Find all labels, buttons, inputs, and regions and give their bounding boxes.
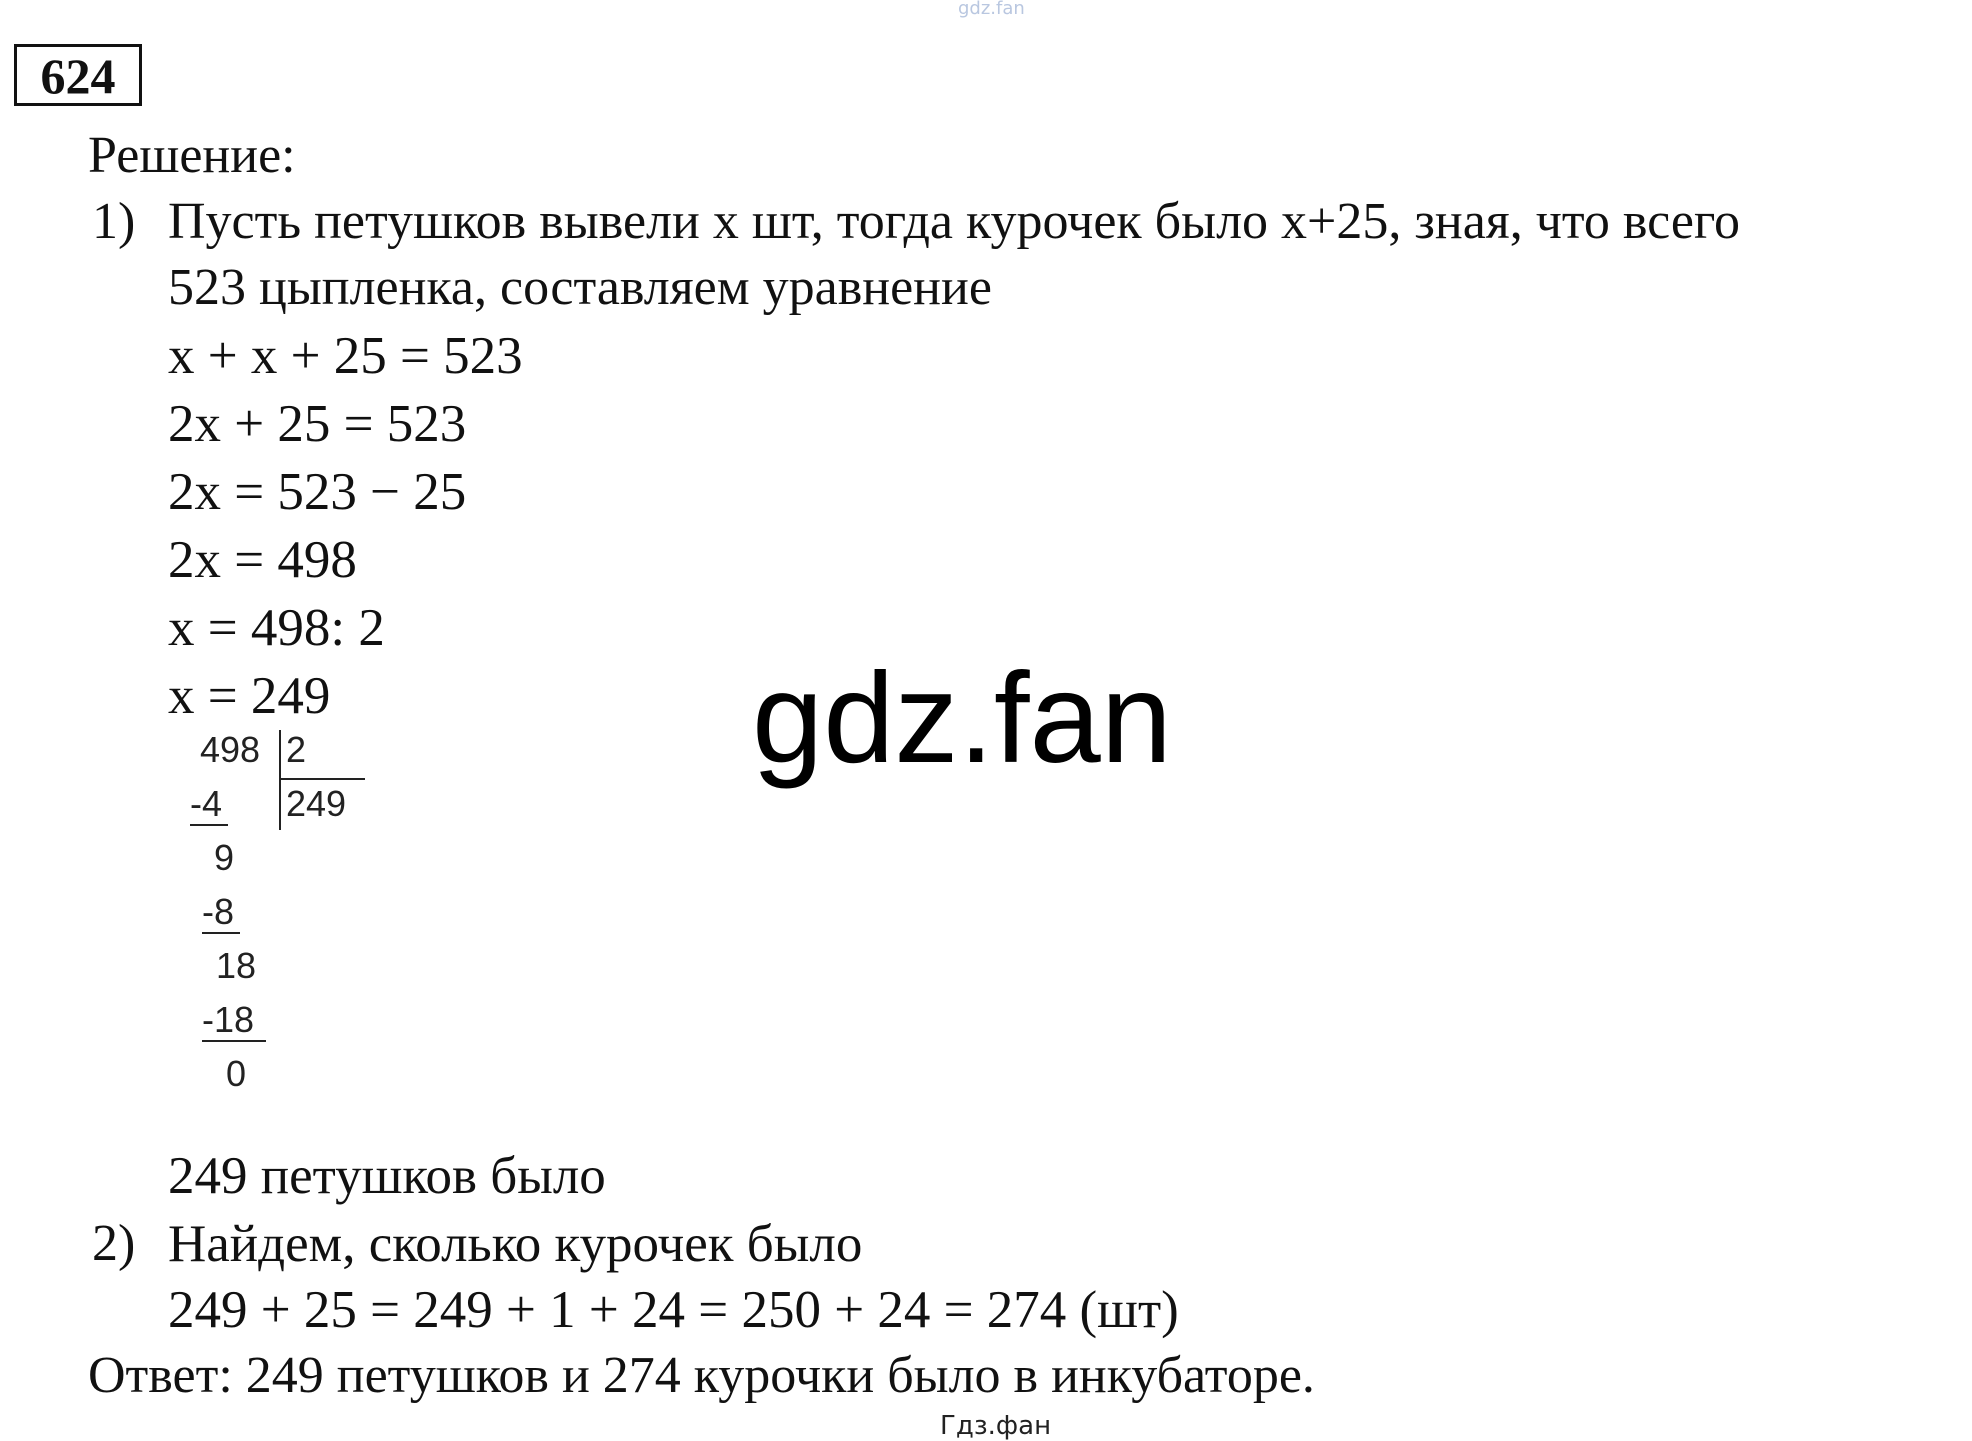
step2-line1: Найдем, сколько курочек было <box>168 1215 863 1273</box>
division-step: -4 <box>190 783 223 824</box>
step2-number: 2) <box>92 1215 136 1272</box>
solution-header: Решение: <box>88 127 296 184</box>
step1-result: 249 петушков было <box>168 1147 606 1205</box>
equation-3: 2x = 523 − 25 <box>168 463 467 521</box>
answer: Ответ: 249 петушков и 274 курочки было в инкубаторе. <box>88 1347 1315 1404</box>
division-quotient: 249 <box>286 783 347 824</box>
equation-2: 2x + 25 = 523 <box>168 395 467 453</box>
equation-4: 2x = 498 <box>168 531 357 589</box>
division-step: -18 <box>202 999 255 1040</box>
division-step: 9 <box>214 837 235 878</box>
watermark-top: gdz.fan <box>958 0 1025 19</box>
division-vertical-line <box>279 730 281 830</box>
watermark-center: gdz.fan <box>752 647 1172 790</box>
division-underline <box>190 824 228 826</box>
equation-5: x = 498: 2 <box>168 599 385 657</box>
division-dividend: 498 <box>200 729 261 770</box>
division-step: 18 <box>216 945 257 986</box>
step1-number: 1) <box>92 193 136 250</box>
division-step: -8 <box>202 891 235 932</box>
equation-1: x + x + 25 = 523 <box>168 327 523 385</box>
step2-equation: 249 + 25 = 249 + 1 + 24 = 250 + 24 = 274 (шт) <box>168 1281 1179 1339</box>
step1-line1: Пусть петушков вывели х шт, тогда курочек было х+25, зная, что всего <box>168 193 1740 250</box>
division-horizontal-line <box>281 778 365 780</box>
equation-6: x = 249 <box>168 667 331 725</box>
step1-line2: 523 цыпленка, составляем уравнение <box>168 259 992 316</box>
division-divisor: 2 <box>286 729 307 770</box>
task-number: 624 <box>14 44 142 106</box>
division-step: 0 <box>226 1053 247 1094</box>
division-underline <box>202 932 240 934</box>
division-underline <box>202 1040 266 1042</box>
watermark-bottom: Гдз.фан <box>940 1411 1052 1441</box>
